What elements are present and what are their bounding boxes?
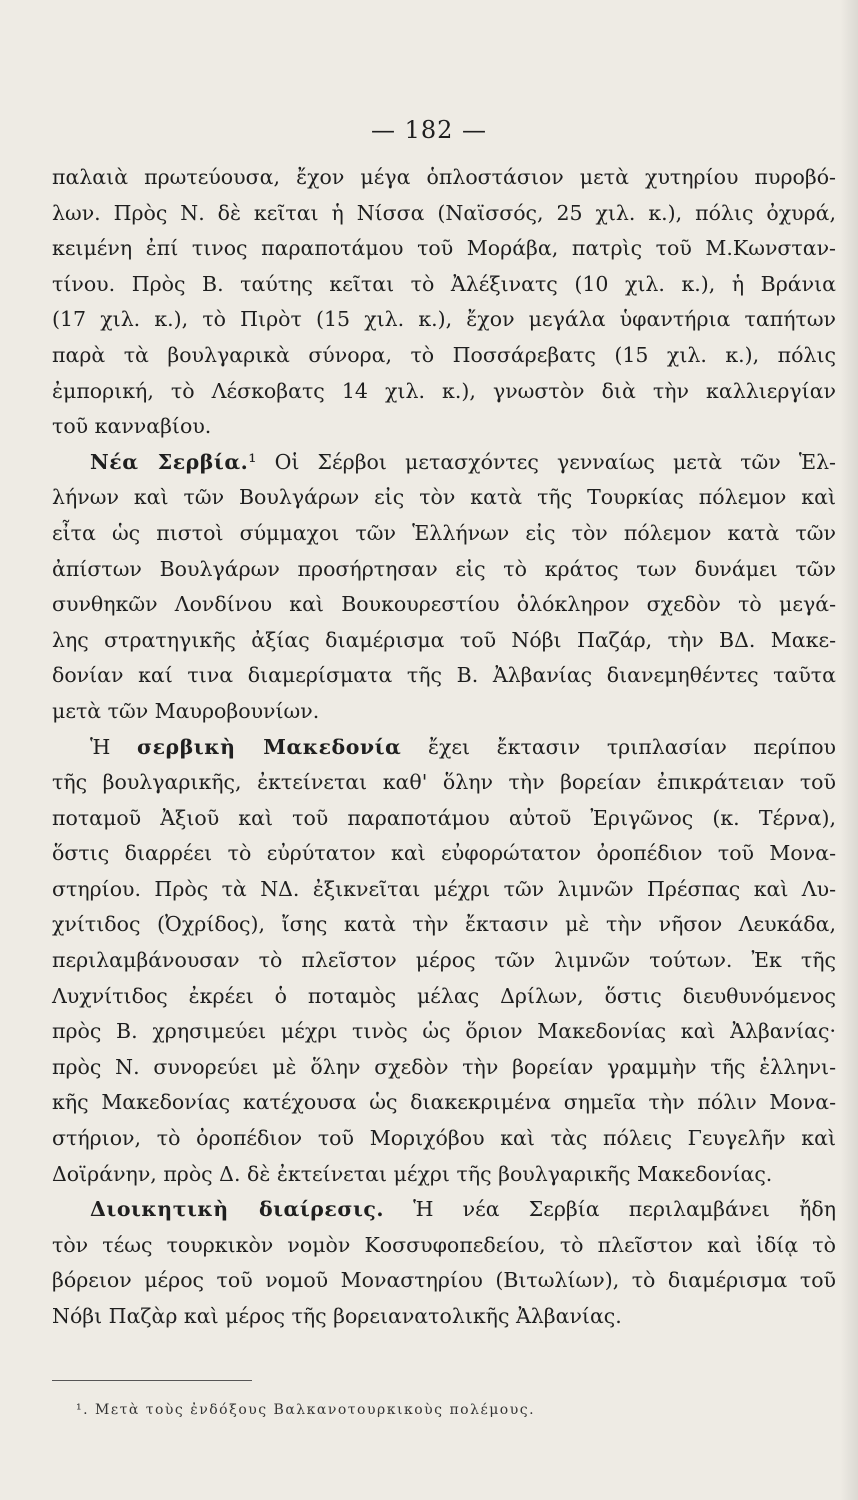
section-heading-dioikitiki-diairesis: Διοικητικὴ διαίρεσις. Ἡ νέα Σερβία περιλαμβάνει ἤδη [90, 1197, 836, 1222]
text-line: εἶτα ὡς πιστοὶ σύμμαχοι τῶν Ἑλλήνων εἰς τὸν πόλεμον κατὰ τῶν [52, 520, 836, 545]
text-line: λήνων καὶ τῶν Βουλγάρων εἰς τὸν κατὰ τῆς Τουρκίας πόλεμον καὶ [52, 485, 836, 510]
text-line: τοῦ κανναβίου. [52, 414, 212, 439]
page-edge-shadow [840, 0, 858, 1500]
text-line: χνίτιδος (Ὀχρίδος), ἴσης κατὰ τὴν ἔκτασιν μὲ τὴν νῆσον Λευκάδα, [52, 912, 836, 937]
text-line: στηρίου. Πρὸς τὰ ΝΔ. ἐξικνεῖται μέχρι τῶν λιμνῶν Πρέσπας καὶ Λυ- [52, 876, 836, 901]
text-line: βόρειον μέρος τοῦ νομοῦ Μοναστηρίου (Βιτωλίων), τὸ διαμέρισμα τοῦ [52, 1268, 836, 1293]
text-line: κῆς Μακεδονίας κατέχουσα ὡς διακεκριμένα σημεῖα τὴν πόλιν Μονα- [52, 1090, 836, 1115]
body-text [52, 160, 836, 1335]
text-line: ποταμοῦ Ἀξιοῦ καὶ τοῦ παραποτάμου αὐτοῦ Ἐριγῶνος (κ. Τέρνα), [52, 805, 836, 830]
footnote: ¹. Μετὰ τοὺς ἐνδόξους Βαλκανοτουρκικοὺς πολέμους. [76, 1402, 536, 1418]
text-line: στήριον, τὸ ὀροπέδιον τοῦ Μοριχόβου καὶ τὰς πόλεις Γευγελῆν καὶ [52, 1126, 836, 1151]
page-number: — 182 — [370, 116, 488, 144]
text-line: κειμένη ἐπί τινος παραποτάμου τοῦ Μοράβα, πατρὶς τοῦ Μ.Κωνσταν- [52, 236, 836, 261]
text-line: περιλαμβάνουσαν τὸ πλεῖστον μέρος τῶν λιμνῶν τούτων. Ἐκ τῆς [52, 948, 836, 973]
text-line: συνθηκῶν Λονδίνου καὶ Βουκουρεστίου ὁλόκληρον σχεδὸν τὸ μεγά- [52, 592, 836, 617]
section-heading-nea-servia: Νέα Σερβία.¹ Οἱ Σέρβοι μετασχόντες γενναίως μετὰ τῶν Ἑλ- [90, 449, 836, 474]
text-line: λης στρατηγικῆς ἀξίας διαμέρισμα τοῦ Νόβι Παζάρ, τὴν ΒΔ. Μακε- [52, 627, 836, 652]
footnote-divider [52, 1380, 252, 1381]
text-line: τῆς βουλγαρικῆς, ἐκτείνεται καθ' ὅλην τὴν βορείαν ἐπικράτειαν τοῦ [52, 770, 836, 795]
text-line: παρὰ τὰ βουλγαρικὰ σύνορα, τὸ Ποσσάρεβατς (15 χιλ. κ.), πόλις [52, 342, 836, 367]
text-line: δονίαν καί τινα διαμερίσματα τῆς Β. Ἀλβανίας διανεμηθέντες ταῦτα [52, 663, 836, 688]
text-line: ὅστις διαρρέει τὸ εὐρύτατον καὶ εὐφορώτατον ὀροπέδιον τοῦ Μονα- [52, 841, 836, 866]
text-line: ἀπίστων Βουλγάρων προσήρτησαν εἰς τὸ κράτος των δυνάμει τῶν [52, 556, 836, 581]
text-line: Λυχνίτιδος ἐκρέει ὁ ποταμὸς μέλας Δρίλων, ὅστις διευθυνόμενος [52, 983, 836, 1008]
text-line: ἐμπορική, τὸ Λέσκοβατς 14 χιλ. κ.), γνωστὸν διὰ τὴν καλλιεργίαν [52, 378, 836, 403]
text-line: τίνου. Πρὸς Β. ταύτης κεῖται τὸ Ἀλέξινατς (10 χιλ. κ.), ἡ Βράνια [52, 271, 836, 296]
text-line: Δοϊράνην, πρὸς Δ. δὲ ἐκτείνεται μέχρι τῆς βουλγαρικῆς Μακεδονίας. [52, 1161, 773, 1186]
text-line: τὸν τέως τουρκικὸν νομὸν Κοσσυφοπεδείου, τὸ πλεῖστον καὶ ἰδίᾳ τὸ [52, 1232, 836, 1257]
text-line: πρὸς Β. χρησιμεύει μέχρι τινὸς ὡς ὅριον Μακεδονίας καὶ Ἀλβανίας· [52, 1019, 836, 1044]
text-line: παλαιὰ πρωτεύουσα, ἔχον μέγα ὁπλοστάσιον μετὰ χυτηρίου πυροβό- [52, 165, 836, 189]
text-line: λων. Πρὸς Ν. δὲ κεῖται ἡ Νίσσα (Ναϊσσός, 25 χιλ. κ.), πόλις ὀχυρά, [52, 200, 836, 225]
text-line: Νόβι Παζὰρ καὶ μέρος τῆς βορειανατολικῆς Ἀλβανίας. [52, 1304, 622, 1328]
text-line: πρὸς Ν. συνορεύει μὲ ὅλην σχεδὸν τὴν βορείαν γραμμὴν τῆς ἑλληνι- [52, 1054, 836, 1079]
text-line: μετὰ τῶν Μαυροβουνίων. [52, 698, 320, 723]
text-line: (17 χιλ. κ.), τὸ Πιρὸτ (15 χιλ. κ.), ἔχον μεγάλα ὑφαντήρια ταπήτων [52, 307, 836, 332]
section-heading-serviki-makedonia: Ἡ σερβικὴ Μακεδονία ἔχει ἔκτασιν τριπλασίαν περίπου [90, 734, 836, 759]
